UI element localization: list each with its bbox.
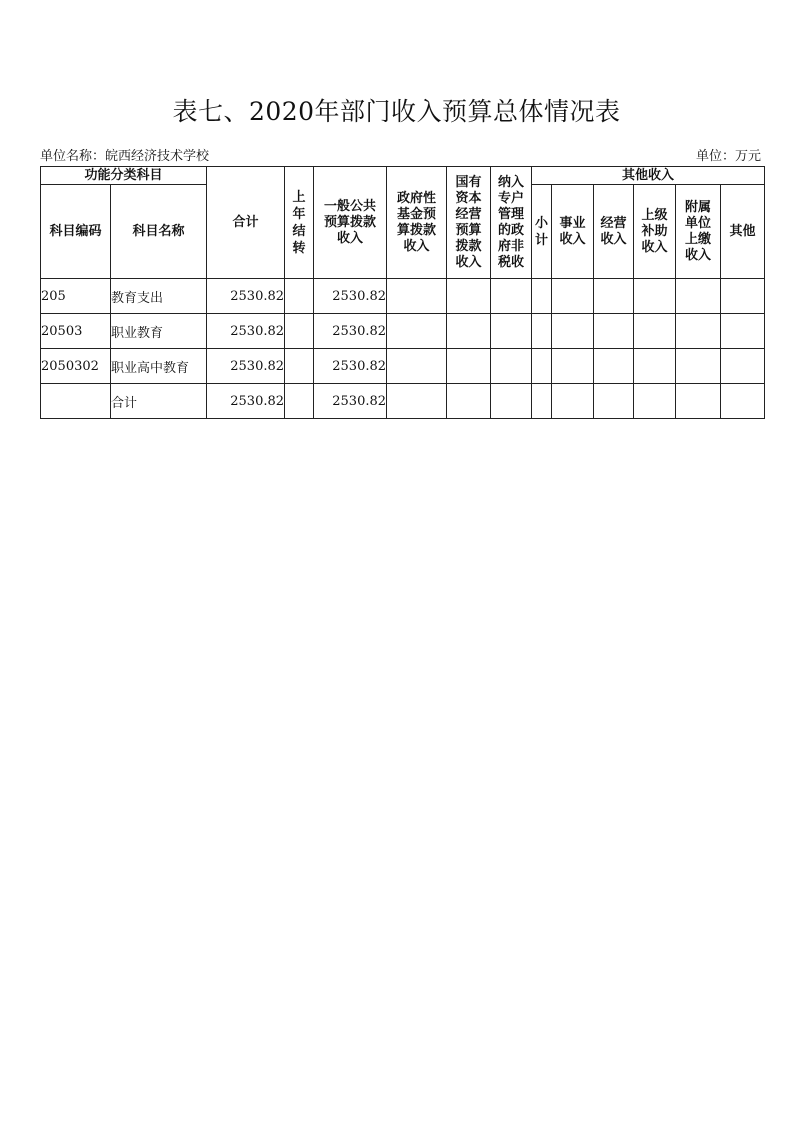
cell-empty bbox=[532, 279, 552, 314]
cell-empty bbox=[447, 314, 491, 349]
cell-name: 合计 bbox=[111, 384, 207, 419]
cell-total: 2530.82 bbox=[207, 349, 285, 384]
budget-table bbox=[40, 166, 765, 419]
cell-empty bbox=[634, 384, 676, 419]
header-others: 其他 bbox=[721, 185, 765, 279]
header-special-nontax: 纳入专户管理的政府非税收 bbox=[491, 167, 532, 279]
header-general-budget: 一般公共预算拨款收入 bbox=[314, 167, 387, 279]
header-operating: 经营收入 bbox=[594, 185, 634, 279]
cell-empty bbox=[634, 279, 676, 314]
cell-empty bbox=[676, 314, 721, 349]
cell-empty bbox=[447, 279, 491, 314]
cell-empty bbox=[491, 314, 532, 349]
cell-empty bbox=[634, 349, 676, 384]
cell-empty bbox=[387, 349, 447, 384]
cell-code: 2050302 bbox=[41, 349, 111, 384]
cell-carryover bbox=[285, 349, 314, 384]
header-gov-fund: 政府性基金预算拨款收入 bbox=[387, 167, 447, 279]
cell-empty bbox=[447, 349, 491, 384]
cell-name: 职业高中教育 bbox=[111, 349, 207, 384]
cell-empty bbox=[552, 349, 594, 384]
header-function-group: 功能分类科目 bbox=[41, 167, 207, 185]
cell-empty bbox=[721, 349, 765, 384]
cell-empty bbox=[594, 279, 634, 314]
cell-empty bbox=[721, 314, 765, 349]
cell-empty bbox=[676, 349, 721, 384]
cell-empty bbox=[532, 314, 552, 349]
cell-general-budget: 2530.82 bbox=[314, 384, 387, 419]
header-subtotal: 小计 bbox=[532, 185, 552, 279]
unit-label: 单位：万元 bbox=[695, 149, 761, 164]
header-superior-subsidy: 上级补助收入 bbox=[634, 185, 676, 279]
header-total: 合计 bbox=[207, 167, 285, 279]
cell-empty bbox=[447, 384, 491, 419]
cell-empty bbox=[594, 384, 634, 419]
cell-empty bbox=[552, 384, 594, 419]
cell-empty bbox=[387, 384, 447, 419]
cell-code: 205 bbox=[41, 279, 111, 314]
cell-total: 2530.82 bbox=[207, 279, 285, 314]
header-affiliated: 附属单位上缴收入 bbox=[676, 185, 721, 279]
header-other-group: 其他收入 bbox=[532, 167, 765, 185]
cell-general-budget: 2530.82 bbox=[314, 279, 387, 314]
unit-name-label: 单位名称：皖西经济技术学校 bbox=[40, 149, 210, 164]
cell-code bbox=[41, 384, 111, 419]
cell-empty bbox=[552, 279, 594, 314]
cell-empty bbox=[594, 349, 634, 384]
cell-carryover bbox=[285, 314, 314, 349]
header-code: 科目编码 bbox=[41, 185, 111, 279]
cell-empty bbox=[491, 384, 532, 419]
table-row bbox=[41, 349, 765, 384]
header-carryover: 上年结转 bbox=[285, 167, 314, 279]
table-row bbox=[41, 314, 765, 349]
cell-empty bbox=[532, 349, 552, 384]
header-name: 科目名称 bbox=[111, 185, 207, 279]
cell-empty bbox=[532, 384, 552, 419]
page-title: 表七、2020年部门收入预算总体情况表 bbox=[172, 97, 621, 126]
cell-name: 职业教育 bbox=[111, 314, 207, 349]
table-row bbox=[41, 279, 765, 314]
cell-empty bbox=[552, 314, 594, 349]
cell-total: 2530.82 bbox=[207, 314, 285, 349]
cell-general-budget: 2530.82 bbox=[314, 349, 387, 384]
cell-code: 20503 bbox=[41, 314, 111, 349]
cell-empty bbox=[634, 314, 676, 349]
cell-empty bbox=[721, 279, 765, 314]
cell-empty bbox=[387, 314, 447, 349]
cell-carryover bbox=[285, 384, 314, 419]
cell-empty bbox=[491, 279, 532, 314]
cell-carryover bbox=[285, 279, 314, 314]
cell-empty bbox=[387, 279, 447, 314]
cell-empty bbox=[594, 314, 634, 349]
cell-general-budget: 2530.82 bbox=[314, 314, 387, 349]
header-business: 事业收入 bbox=[552, 185, 594, 279]
cell-name: 教育支出 bbox=[111, 279, 207, 314]
table-row-total bbox=[41, 384, 765, 419]
cell-empty bbox=[676, 279, 721, 314]
cell-empty bbox=[676, 384, 721, 419]
cell-total: 2530.82 bbox=[207, 384, 285, 419]
header-state-capital: 国有资本经营预算拨款收入 bbox=[447, 167, 491, 279]
cell-empty bbox=[491, 349, 532, 384]
cell-empty bbox=[721, 384, 765, 419]
